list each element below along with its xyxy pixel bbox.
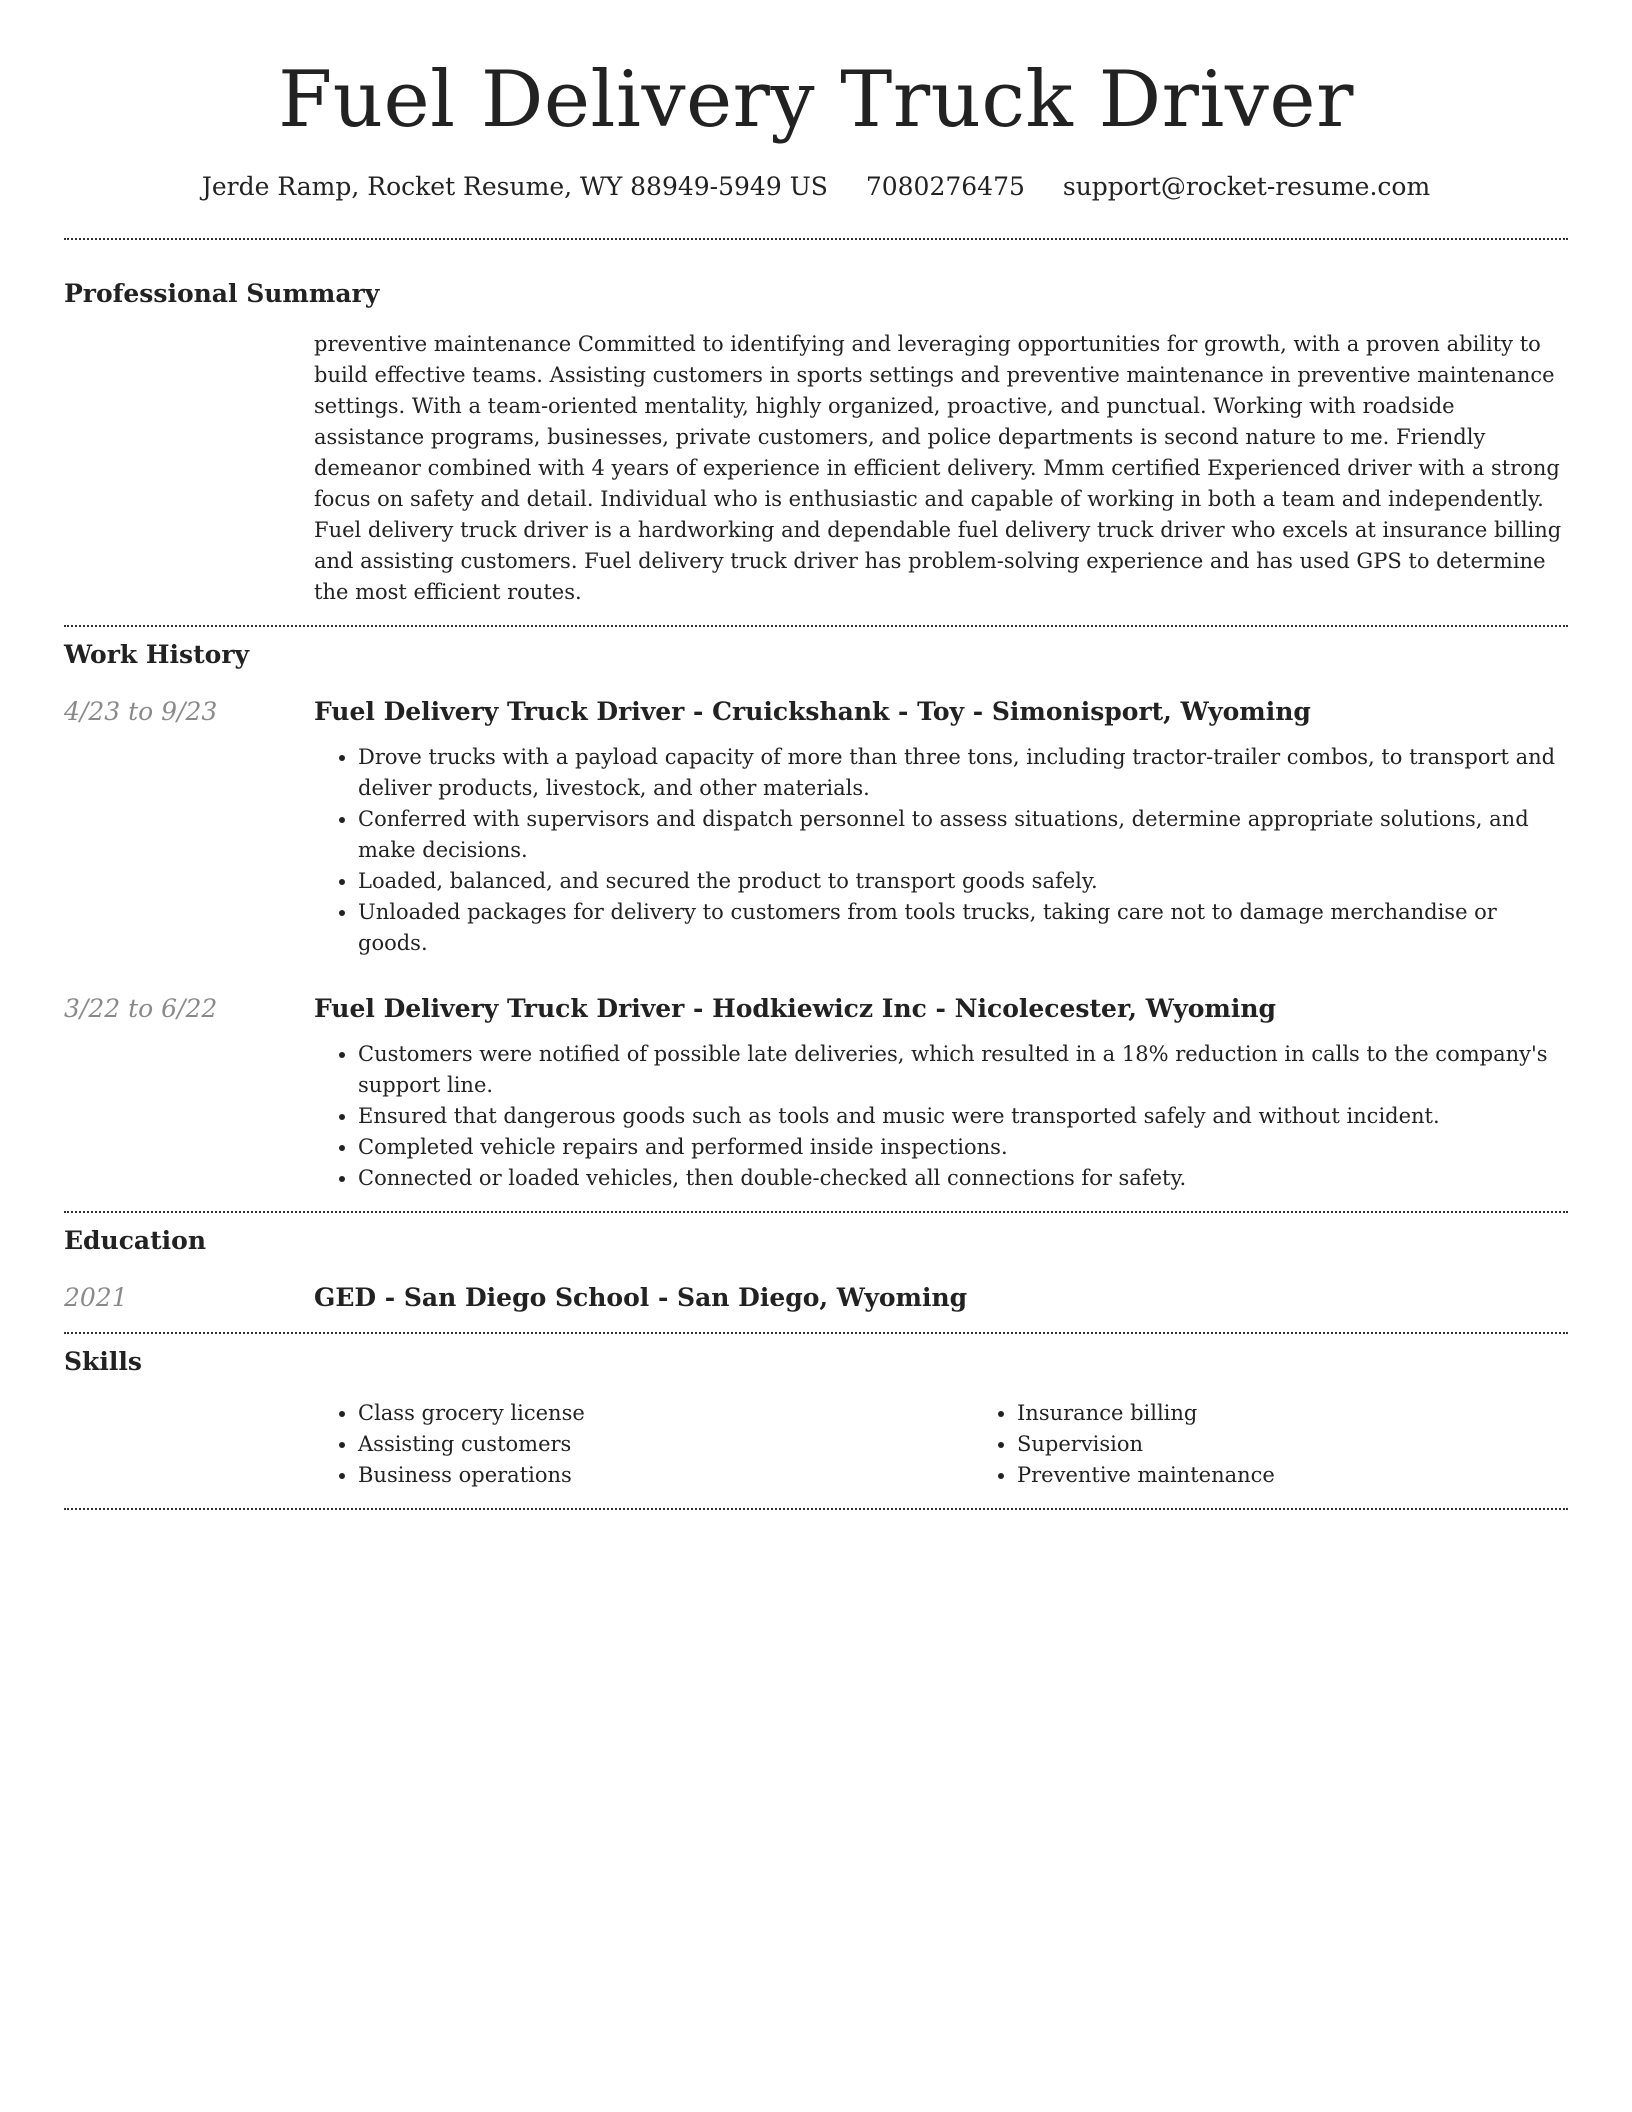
contact-phone: 7080276475 <box>865 172 1025 201</box>
skill-item: • Insurance billing <box>1017 1398 1632 1429</box>
job-bullet: • Customers were notified of possible late deliveries, which resulted in a 18% reduction in calls to the company's support line. <box>358 1039 1568 1101</box>
skill-item: • Supervision <box>1017 1429 1632 1460</box>
job-bullet: • Connected or loaded vehicles, then double-checked all connections for safety. <box>358 1163 1568 1194</box>
job-bullet: • Completed vehicle repairs and performed inside inspections. <box>358 1132 1568 1163</box>
job-heading: Fuel Delivery Truck Driver - Cruickshank - Toy - Simonisport, Wyoming <box>314 697 1311 726</box>
education-section <box>64 1224 1568 1315</box>
education-year: 2021 <box>64 1283 128 1312</box>
section-divider <box>64 1332 1568 1334</box>
section-divider <box>64 238 1568 240</box>
job-entry <box>64 695 1568 959</box>
professional-summary-section <box>64 277 1568 608</box>
contact-email: support@rocket-resume.com <box>1062 172 1431 201</box>
summary-spacer <box>64 329 314 608</box>
skills-list-left <box>314 1398 973 1491</box>
job-bullet: • Loaded, balanced, and secured the product to transport goods safely. <box>358 866 1568 897</box>
job-bullet: • Unloaded packages for delivery to customers from tools trucks, taking care not to damage merchandise or goods. <box>358 897 1568 959</box>
work-history-section <box>64 638 1568 1194</box>
skills-section <box>64 1345 1568 1491</box>
summary-text: preventive maintenance Committed to identifying and leveraging opportunities for growth, with a proven ability to build effective teams. Assisting customers in sports settings and preventive maintenance in preventive maintenance settings. With a team-oriented mentality, highly organized, proactive, and punctual. Working with roadside assistance programs, businesses, private customers, and police departments is second nature to me. Friendly demeanor combined with 4 years of experience in efficient delivery. Mmm certified Experienced driver with a strong focus on safety and detail. Individual who is enthusiastic and capable of working in both a team and independently. Fuel delivery truck driver is a hardworking and dependable fuel delivery truck driver who excels at insurance billing and assisting customers. Fuel delivery truck driver has problem-solving experience and has used GPS to determine the most efficient routes. <box>314 332 1562 604</box>
education-entry <box>64 1281 1568 1315</box>
skill-item: • Assisting customers <box>358 1429 973 1460</box>
job-bullet: • Drove trucks with a payload capacity of more than three tons, including tractor-trailer combos, to transport and deliver products, livestock, and other materials. <box>358 742 1568 804</box>
section-divider <box>64 1211 1568 1213</box>
job-heading: Fuel Delivery Truck Driver - Hodkiewicz Inc - Nicolecester, Wyoming <box>314 994 1277 1023</box>
section-title-skills: Skills <box>64 1347 142 1376</box>
resume-name-heading: Fuel Delivery Truck Driver <box>278 55 1354 145</box>
section-title-education: Education <box>64 1226 207 1255</box>
education-heading: GED - San Diego School - San Diego, Wyoming <box>314 1283 968 1312</box>
job-bullet: • Conferred with supervisors and dispatch personnel to assess situations, determine appropriate solutions, and make decisions. <box>358 804 1568 866</box>
skills-list-right <box>973 1398 1632 1491</box>
section-divider <box>64 625 1568 627</box>
job-bullets <box>314 1039 1568 1194</box>
skill-item: • Business operations <box>358 1460 973 1491</box>
contact-address: Jerde Ramp, Rocket Resume, WY 88949-5949 US <box>201 172 828 201</box>
section-divider <box>64 1508 1568 1510</box>
skill-item: • Class grocery license <box>358 1398 973 1429</box>
section-title-summary: Professional Summary <box>64 279 380 308</box>
job-entry <box>64 992 1568 1194</box>
job-dates: 4/23 to 9/23 <box>64 697 218 726</box>
job-bullets <box>314 742 1568 959</box>
job-bullet: • Ensured that dangerous goods such as tools and music were transported safely and without incident. <box>358 1101 1568 1132</box>
skills-spacer <box>64 1398 314 1491</box>
resume-page <box>64 0 1568 1510</box>
section-title-work-history: Work History <box>64 640 250 669</box>
job-dates: 3/22 to 6/22 <box>64 994 218 1023</box>
skill-item: • Preventive maintenance <box>1017 1460 1632 1491</box>
contact-line <box>64 170 1568 204</box>
